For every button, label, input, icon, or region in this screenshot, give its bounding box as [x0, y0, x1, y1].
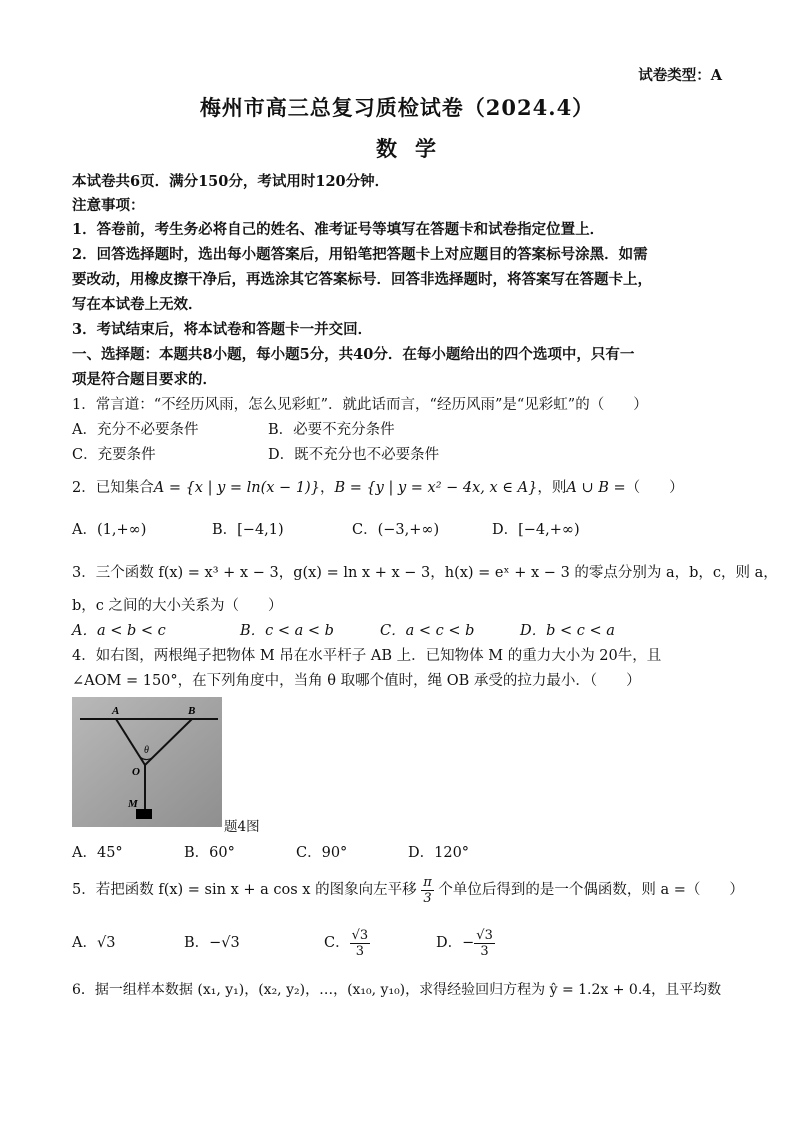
q5-stem-b: 个单位后得到的是一个偶函数，则 a =（ ） — [438, 882, 744, 898]
q4-option-c: C．90° — [296, 845, 348, 861]
q5-shift-fraction — [421, 875, 434, 906]
q4-option-d: D．120° — [408, 845, 470, 861]
q5-option-b-value: −√3 — [209, 935, 240, 951]
note-2-line-2: 要改动，用橡皮擦干净后，再选涂其它答案标号．回答非选择题时，将答案写在答题卡上， — [72, 271, 652, 288]
q2-set-b: B = {y | y = x² − 4x, x ∈ A} — [334, 480, 538, 496]
q6-stem: 6．据一组样本数据 (x₁, y₁)，(x₂, y₂)，…，(x₁₀, y₁₀)，求得经验回归方程为 ŷ = 1.2x + 0.4，且平均数 — [72, 982, 722, 998]
q2-option-b: B．[−4,1) — [212, 522, 284, 538]
section-heading-line-1: 一、选择题：本题共8小题，每小题5分，共40分．在每小题给出的四个选项中，只有一 — [72, 346, 635, 363]
q2-option-c: C．(−3,+∞) — [352, 522, 440, 538]
q5-option-d-den: 3 — [480, 943, 489, 959]
q5-option-c-fraction — [350, 928, 371, 959]
paper-type: 试卷类型：A — [638, 67, 722, 84]
q2-stem-c: （ ） — [625, 480, 684, 496]
q4-option-b: B．60° — [184, 845, 235, 861]
q2-expr: A ∪ B = — [566, 480, 626, 496]
q2-stem-b: ，则 — [537, 480, 567, 496]
q1-option-a: A．充分不必要条件 — [72, 422, 199, 438]
label-m: M — [128, 798, 138, 810]
q5-option-c — [324, 926, 370, 960]
q2-option-a: A．(1,+∞) — [72, 522, 147, 538]
q5-option-a-value: √3 — [96, 935, 116, 951]
q5-frac-den: 3 — [423, 890, 432, 906]
q3-stem-line-1: 3．三个函数 f(x) = x³ + x − 3，g(x) = ln x + x − 3，h(x) = eˣ + x − 3 的零点分别为 a，b，c，则 a， — [72, 565, 778, 581]
q5-option-c-label: C． — [324, 935, 350, 951]
q2-set-a: A = {x | y = ln(x − 1)} — [153, 480, 320, 496]
q5-frac-num: π — [423, 874, 432, 890]
q5-option-c-den: 3 — [355, 943, 365, 959]
exam-info: 本试卷共6页．满分150分，考试用时120分钟． — [72, 173, 390, 190]
q1-option-b: B．必要不充分条件 — [268, 422, 395, 438]
q5-stem-a: 5．若把函数 f(x) = sin x + a cos x 的图象向左平移 — [72, 882, 417, 898]
q5-option-a — [72, 926, 115, 960]
q4-option-a: A．45° — [72, 845, 123, 861]
q2-option-d: D．[−4,+∞) — [492, 522, 580, 538]
section-heading-line-2: 项是符合题目要求的． — [72, 371, 217, 388]
q1-stem: 1．常言道：“不经历风雨，怎么见彩虹”．就此话而言，“经历风雨”是“见彩虹”的（ ） — [72, 397, 648, 413]
note-3: 3．考试结束后，将本试卷和答题卡一并交回． — [72, 321, 373, 338]
q4-stem-line-2: ∠AOM = 150°，在下列角度中，当角 θ 取哪个值时，绳 OB 承受的拉力最小．（ ） — [72, 673, 641, 689]
note-1: 1．答卷前，考生务必将自己的姓名、准考证号等填写在答题卡和试卷指定位置上． — [72, 221, 605, 238]
q5-option-d — [436, 926, 495, 960]
subject-heading: 数学 — [376, 136, 454, 161]
q1-option-d: D．既不充分也不必要条件 — [268, 447, 440, 463]
q3-option-a: A．a < b < c — [72, 623, 166, 639]
notes-heading: 注意事项： — [72, 197, 145, 214]
label-theta: θ — [144, 745, 149, 756]
q5-option-b — [184, 926, 240, 960]
exam-title: 梅州市高三总复习质检试卷（2024.4） — [199, 95, 595, 120]
q4-figure-caption: 题4图 — [224, 819, 260, 835]
q4-stem-line-1: 4．如右图，两根绳子把物体 M 吊在水平杆子 AB 上．已知物体 M 的重力大小为 20牛，且 — [72, 648, 662, 664]
note-2-line-3: 写在本试卷上无效． — [72, 296, 203, 313]
q2-stem-a: 2．已知集合 — [72, 480, 154, 496]
note-2-line-1: 2．回答选择题时，选出每小题答案后，用铅笔把答题卡上对应题目的答案标号涂黑．如需 — [72, 246, 648, 263]
mass-block — [136, 809, 152, 819]
q3-option-c: C．a < c < b — [380, 623, 475, 639]
label-a: A — [112, 705, 120, 717]
q2-sep: ， — [319, 480, 335, 496]
q5-option-d-num: √3 — [476, 927, 493, 943]
q5-option-d-label: D．− — [436, 935, 475, 951]
q5-option-a-label: A． — [72, 935, 97, 951]
q4-figure — [72, 697, 222, 827]
label-b: B — [188, 705, 196, 717]
q3-option-b: B．c < a < b — [240, 623, 334, 639]
q5-option-b-label: B． — [184, 935, 210, 951]
q2-stem — [72, 478, 684, 498]
q5-option-d-fraction — [474, 928, 495, 959]
label-o: O — [132, 766, 140, 778]
q3-stem-line-2: b，c 之间的大小关系为（ ） — [72, 598, 283, 614]
q5-option-c-num: √3 — [351, 927, 369, 943]
q1-option-c: C．充要条件 — [72, 447, 156, 463]
q5-stem — [72, 873, 744, 907]
q3-option-d: D．b < c < a — [520, 623, 615, 639]
